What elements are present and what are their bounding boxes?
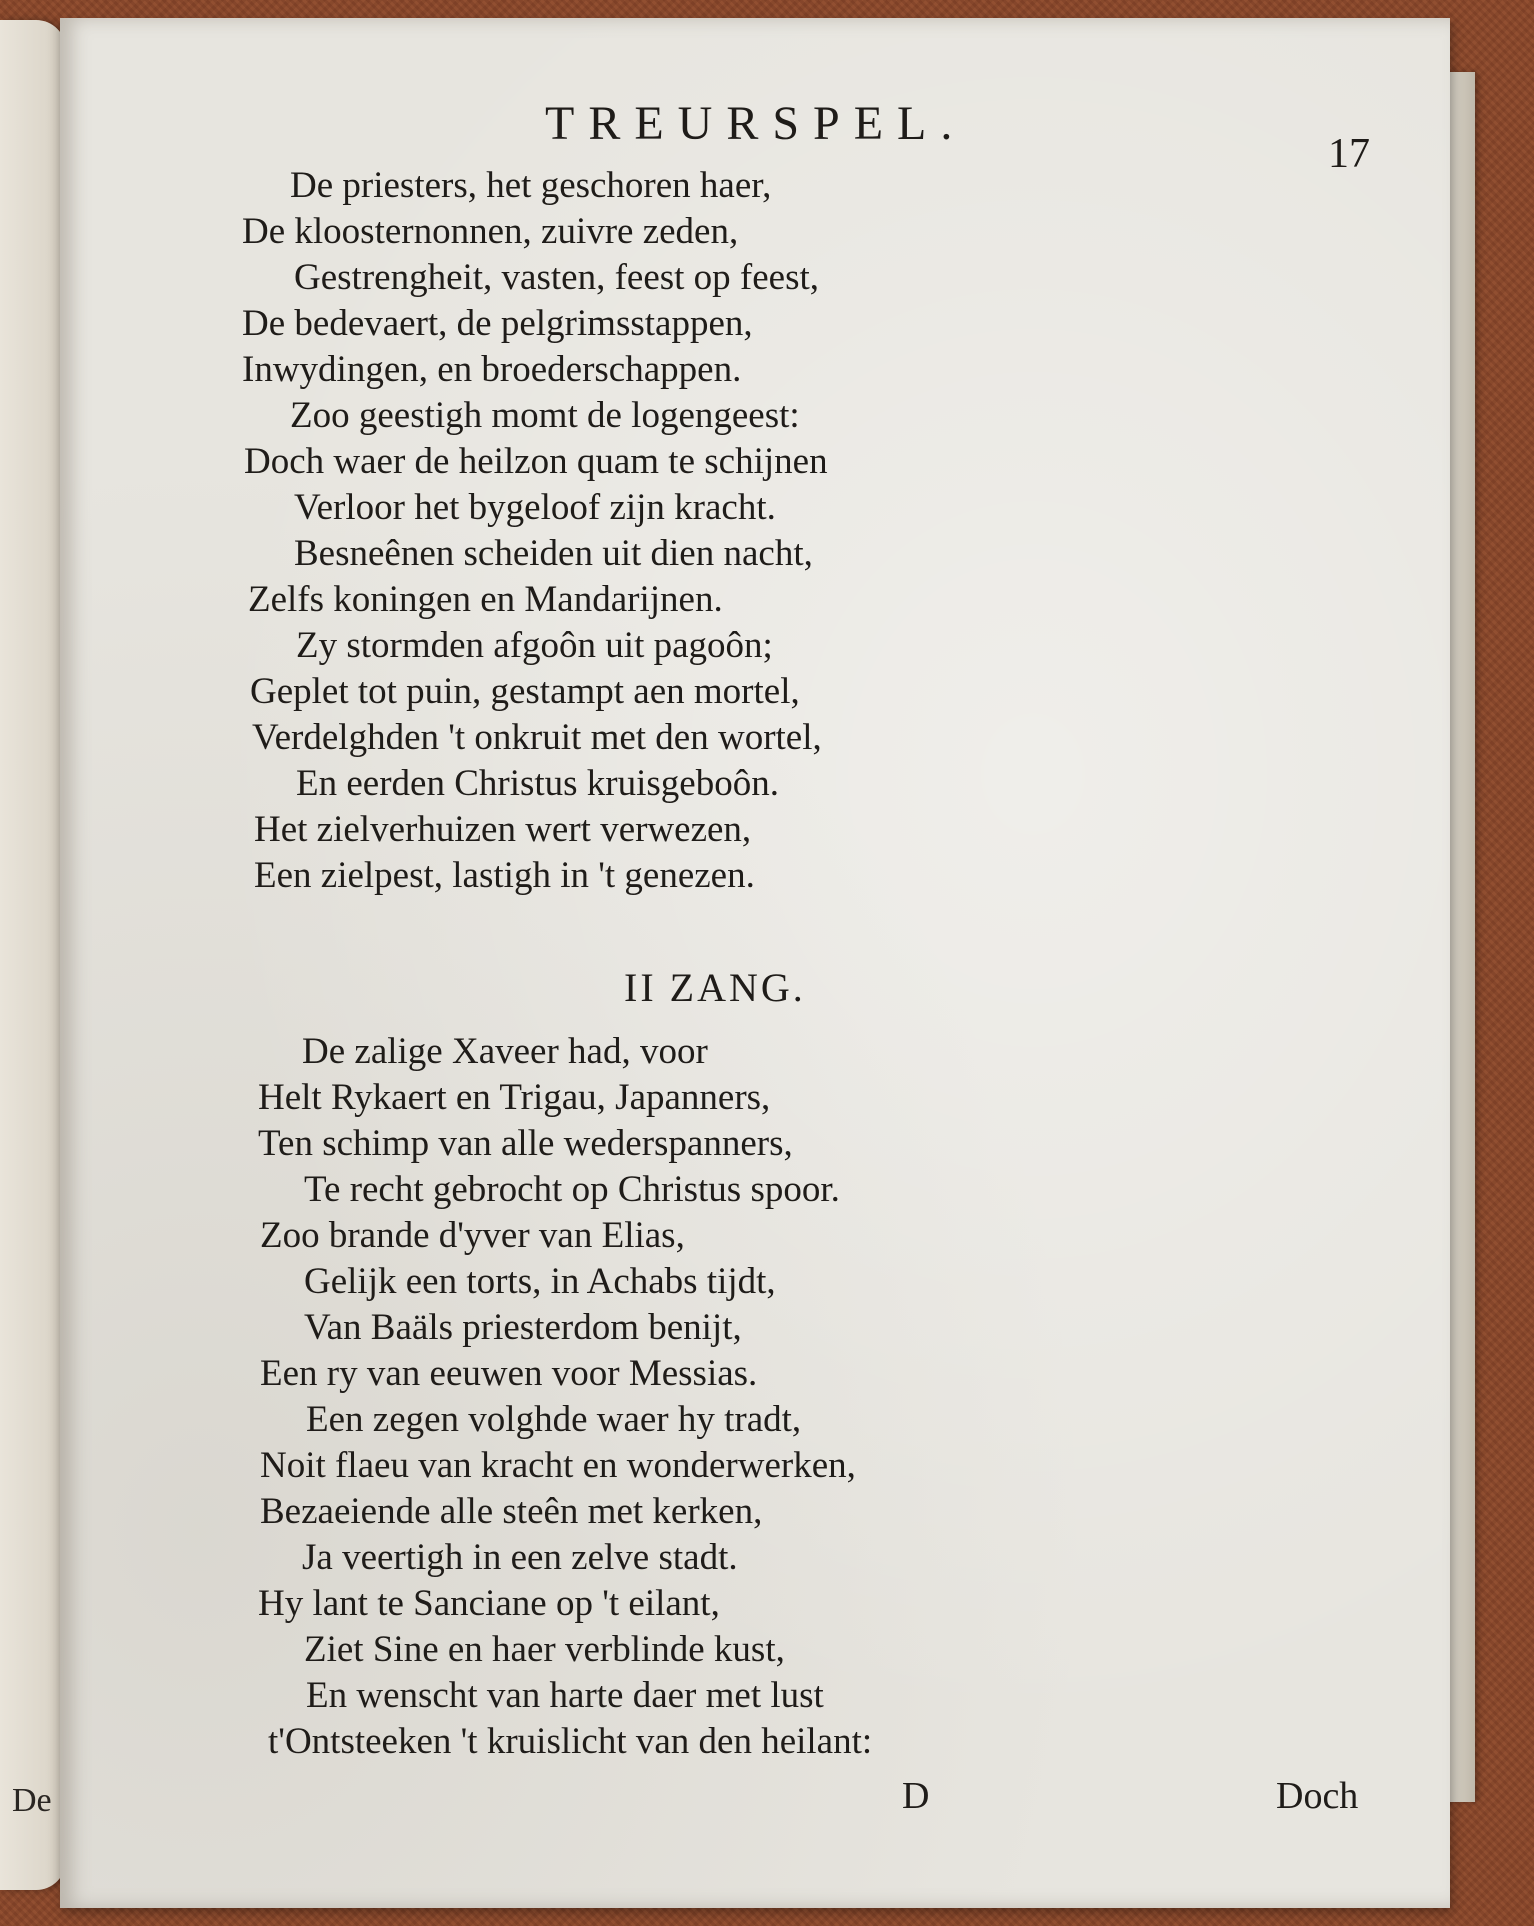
- page-number: 17: [1328, 131, 1370, 177]
- verse-line: Ziet Sine en haer verblinde kust,: [304, 1629, 785, 1670]
- book-page: [60, 18, 1450, 1908]
- verse-line: En wenscht van harte daer met lust: [306, 1675, 824, 1716]
- verse-line: Doch waer de heilzon quam te schijnen: [244, 441, 828, 482]
- verse-line: t'Ontsteeken 't kruislicht van den heilant:: [268, 1721, 873, 1762]
- verse-line: Een zielpest, lastigh in 't genezen.: [254, 855, 755, 896]
- section-title: II ZANG.: [624, 965, 806, 1010]
- verse-line: Zy stormden afgoôn uit pagoôn;: [296, 625, 773, 666]
- verse-line: Verdelghden 't onkruit met den wortel,: [252, 717, 822, 758]
- verse-line: Een ry van eeuwen voor Messias.: [260, 1353, 758, 1394]
- verse-line: De bedevaert, de pelgrimsstappen,: [242, 303, 753, 344]
- running-title: TREURSPEL.: [545, 97, 967, 150]
- verse-line: Van Baäls priesterdom benijt,: [304, 1307, 742, 1348]
- verse-line: Ja veertigh in een zelve stadt.: [302, 1537, 738, 1578]
- facing-page-catchword: De: [12, 1782, 52, 1819]
- verse-line: De zalige Xaveer had, voor: [302, 1031, 708, 1072]
- verse-line: Hy lant te Sanciane op 't eilant,: [258, 1583, 720, 1624]
- signature-mark: D: [902, 1775, 930, 1817]
- verse-line: Een zegen volghde waer hy tradt,: [306, 1399, 802, 1440]
- verse-line: De kloosternonnen, zuivre zeden,: [242, 211, 739, 252]
- verse-line: Inwydingen, en broederschappen.: [242, 349, 742, 390]
- verse-line: Helt Rykaert en Trigau, Japanners,: [258, 1077, 771, 1118]
- verse-line: Zoo brande d'yver van Elias,: [260, 1215, 685, 1256]
- verse-line: Zoo geestigh momt de logengeest:: [290, 395, 800, 436]
- verse-line: Gelijk een torts, in Achabs tijdt,: [304, 1261, 776, 1302]
- verse-line: Te recht gebrocht op Christus spoor.: [304, 1169, 840, 1210]
- verse-line: Gestrengheit, vasten, feest op feest,: [294, 257, 820, 298]
- verse-line: Ten schimp van alle wederspanners,: [258, 1123, 793, 1164]
- verse-line: Zelfs koningen en Mandarijnen.: [248, 579, 723, 620]
- verse-line: Verloor het bygeloof zijn kracht.: [294, 487, 776, 528]
- facing-page-edge: [0, 20, 66, 1890]
- verse-line: Bezaeiende alle steên met kerken,: [260, 1491, 763, 1532]
- verse-line: Noit flaeu van kracht en wonderwerken,: [260, 1445, 856, 1486]
- verse-line: Geplet tot puin, gestampt aen mortel,: [250, 671, 800, 712]
- verse-line: De priesters, het geschoren haer,: [290, 165, 772, 206]
- verse-line: Besneênen scheiden uit dien nacht,: [294, 533, 813, 574]
- verse-line: En eerden Christus kruisgeboôn.: [296, 763, 779, 804]
- verse-line: Het zielverhuizen wert verwezen,: [254, 809, 752, 850]
- catchword: Doch: [1276, 1775, 1359, 1817]
